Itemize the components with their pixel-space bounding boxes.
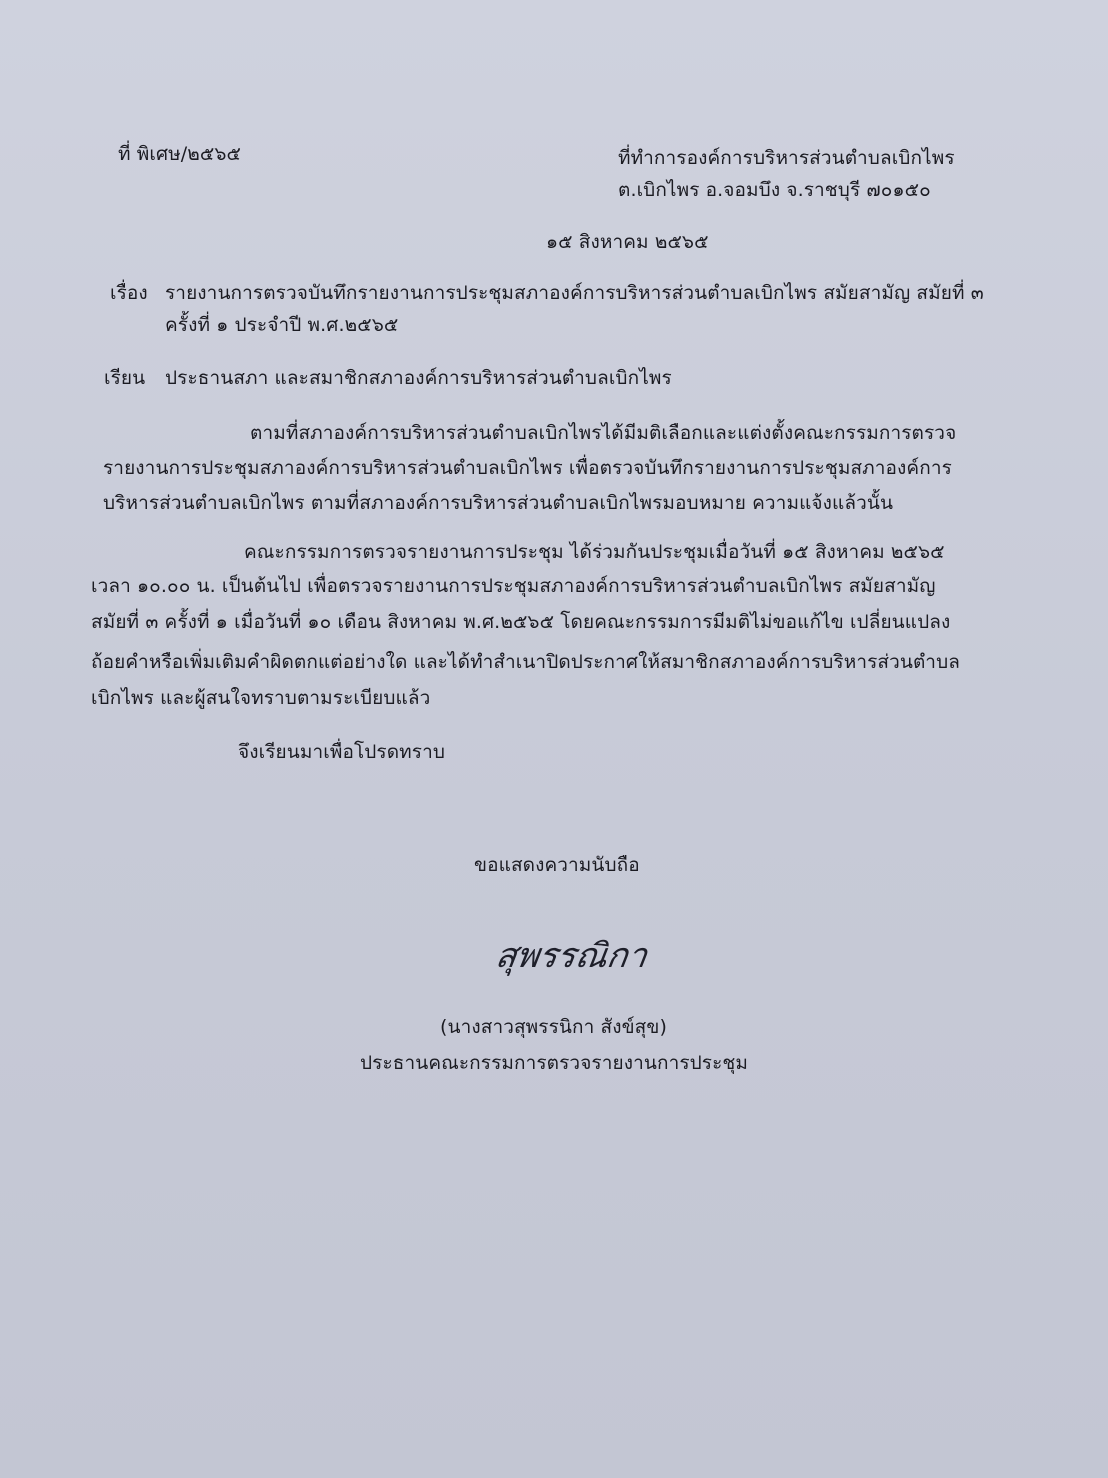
paragraph-2-line-1: คณะกรรมการตรวจรายงานการประชุม ได้ร่วมกันประชุมเมื่อวันที่ ๑๕ สิงหาคม ๒๕๖๕	[244, 541, 945, 563]
salutation: ขอแสดงความนับถือ	[474, 854, 640, 876]
paragraph-2-line-4: ถ้อยคำหรือเพิ่มเติมคำผิดตกแต่อย่างใด และได้ทำสำเนาปิดประกาศให้สมาชิกสภาองค์การบริหารส่วนตำบล	[91, 651, 960, 673]
sender-address-line-1: ที่ทำการองค์การบริหารส่วนตำบลเบิกไพร	[618, 147, 955, 169]
sender-address-line-2: ต.เบิกไพร อ.จอมบึง จ.ราชบุรี ๗๐๑๕๐	[618, 179, 931, 201]
paragraph-2-line-5: เบิกไพร และผู้สนใจทราบตามระเบียบแล้ว	[91, 687, 431, 709]
closing-request: จึงเรียนมาเพื่อโปรดทราบ	[238, 741, 446, 763]
handwritten-signature: สุพรรณิกา	[493, 936, 650, 976]
paragraph-1-line-1: ตามที่สภาองค์การบริหารส่วนตำบลเบิกไพรได้มีมติเลือกและแต่งตั้งคณะกรรมการตรวจ	[250, 422, 957, 444]
paragraph-2-line-2: เวลา ๑๐.๐๐ น. เป็นต้นไป เพื่อตรวจรายงานการประชุมสภาองค์การบริหารส่วนตำบลเบิกไพร สมัยสามัญ	[91, 575, 936, 597]
paragraph-1-line-3: บริหารส่วนตำบลเบิกไพร ตามที่สภาองค์การบริหารส่วนตำบลเบิกไพรมอบหมาย ความแจ้งแล้วนั้น	[103, 492, 894, 514]
subject-line-2: ครั้งที่ ๑ ประจำปี พ.ศ.๒๕๖๕	[165, 314, 399, 336]
signer-title: ประธานคณะกรรมการตรวจรายงานการประชุม	[360, 1052, 749, 1074]
recipient-label: เรียน	[104, 367, 146, 389]
paragraph-2-line-3: สมัยที่ ๓ ครั้งที่ ๑ เมื่อวันที่ ๑๐ เดือน สิงหาคม พ.ศ.๒๕๖๕ โดยคณะกรรมการมีมติไม่ขอแก้ไข เปลี่ยนแปลง	[91, 611, 951, 633]
letter-date: ๑๕ สิงหาคม ๒๕๖๕	[546, 231, 709, 253]
signer-name: (นางสาวสุพรรนิกา สังข์สุข)	[440, 1016, 667, 1038]
recipient-text: ประธานสภา และสมาชิกสภาองค์การบริหารส่วนตำบลเบิกไพร	[165, 367, 672, 389]
reference-number: ที่ พิเศษ/๒๕๖๕	[118, 143, 242, 165]
paragraph-1-line-2: รายงานการประชุมสภาองค์การบริหารส่วนตำบลเบิกไพร เพื่อตรวจบันทึกรายงานการประชุมสภาองค์การ	[103, 457, 952, 479]
subject-label: เรื่อง	[110, 282, 148, 304]
subject-line-1: รายงานการตรวจบันทึกรายงานการประชุมสภาองค์การบริหารส่วนตำบลเบิกไพร สมัยสามัญ สมัยที่ ๓	[165, 282, 984, 304]
